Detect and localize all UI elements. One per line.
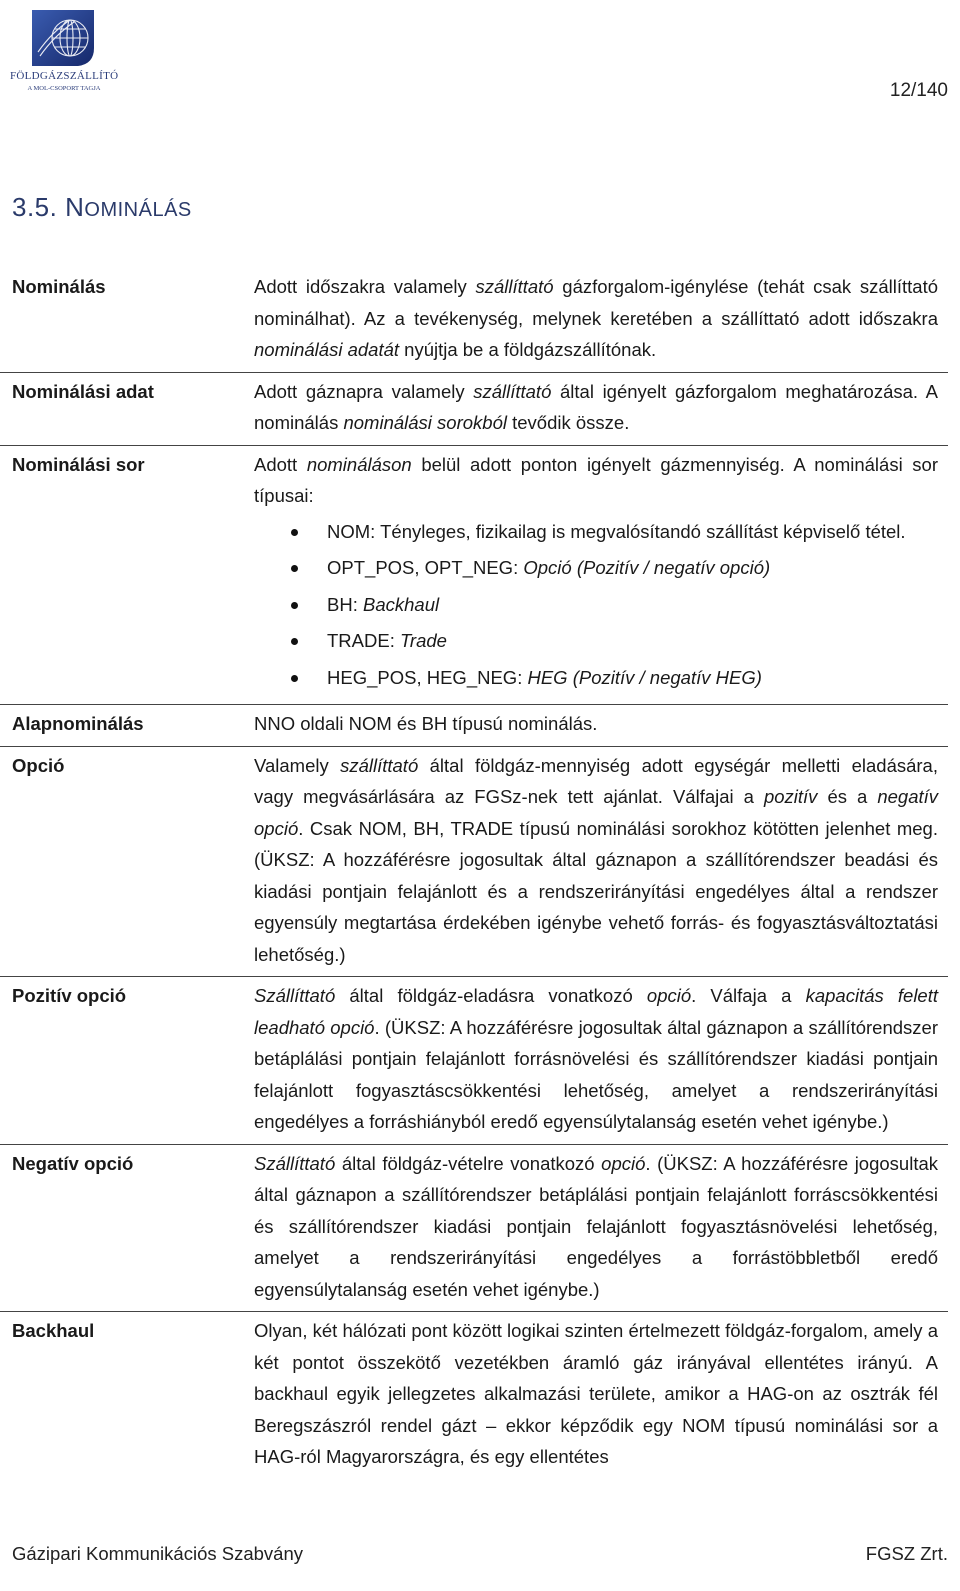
section-title: [12, 192, 192, 223]
list-item: TRADE: Trade: [327, 625, 938, 657]
definition: Valamely szállíttató által földgáz-mennyiség adott egységár melletti eladására, vagy megvásárlására az FGSz-nek tett ajánlat. Válfajai a pozitív és a negatív opció. Csak NOM, BH, TRADE típusú nominálási sorokhoz kötötten jelenhet meg. (ÜKSZ: A hozzáférésre jogosultak által gáznapon a szállítórendszer beadási és kiadási pontjain felajánlott és a rendszerirányítási engedélyes által a rendszer egyensúly megtartása érdekében igénybe vehető forrás- és fogyasztásváltoztatási lehetőség.): [254, 754, 939, 965]
glossary-row-pozitiv-opcio: [0, 977, 948, 1145]
nomination-type-list: [254, 516, 938, 694]
glossary-row-nominalas: [0, 268, 948, 373]
term: Nominálási sor: [12, 453, 145, 475]
definition: Szállíttató által földgáz-vételre vonatkozó opció. (ÜKSZ: A hozzáférésre jogosultak által gáznapon a szállítórendszer betáplálási pontjain felajánlott forráscsökkentési és szállítórendszer kiadási pontjain felajánlott fogyasztásnövelési lehetőség, amelyet a rendszerirányítási engedélyes a forrástöbbletből eredő egyensúlytalanság esetén vehet igénybe.): [254, 1152, 938, 1300]
definition: NNO oldali NOM és BH típusú nominálás.: [254, 713, 598, 734]
company-logo: [10, 8, 118, 100]
glossary-row-alapnominalas: [0, 705, 948, 747]
page-number: 12/140: [889, 80, 948, 101]
term: Opció: [12, 754, 65, 776]
glossary-row-opcio: [0, 747, 948, 978]
section-title-rest: OMINÁLÁS: [84, 199, 192, 221]
definition: Olyan, két hálózati pont között logikai szinten értelmezett földgáz-forgalom, amely a két pontot összekötő vezetékben áramló gáz irányával ellentétes irányú. A backhaul egyik jellegzetes alkalmazási területe, amikor a HAG-on az osztrák fél Beregszászról rendel gázt – ekkor képződik egy NOM típusú nominálási sor a HAG-ról Magyarországra, és egy ellentétes: [254, 1320, 938, 1467]
term: Backhaul: [12, 1320, 95, 1341]
logo-subtitle: A MOL-CSOPORT TAGJA: [27, 85, 101, 92]
glossary-table: [0, 268, 948, 1479]
definition: Adott gáznapra valamely szállíttató által igényelt gázforgalom meghatározása. A nominálás nominálási sorokból tevődik össze.: [254, 380, 938, 433]
section-title-first: N: [65, 192, 85, 222]
definition: Adott időszakra valamely szállíttató gázforgalom-igénylése (tehát csak szállíttató nominálhat). Az a tevékenység, melynek keretében a szállíttató adott időszakra nominálási adatát nyújtja be a földgázszállítónak.: [254, 276, 938, 360]
term: Pozitív opció: [12, 985, 127, 1006]
section-number: 3.5.: [12, 192, 58, 222]
list-item: BH: Backhaul: [327, 589, 938, 621]
glossary-row-backhaul: [0, 1312, 948, 1479]
list-item: HEG_POS, HEG_NEG: HEG (Pozitív / negatív HEG): [327, 662, 938, 694]
glossary-row-nominalasi-sor: [0, 446, 948, 706]
term: Nominálás: [12, 276, 106, 297]
list-item: NOM: Tényleges, fizikailag is megvalósítandó szállítást képviselő tétel.: [327, 516, 938, 548]
definition: Szállíttató által földgáz-eladásra vonatkozó opció. Válfaja a kapacitás felett leadható opció. (ÜKSZ: A hozzáférésre jogosultak által gáznapon a szállítórendszer betáplálási pontjain felajánlott forrásnövelési és szállítórendszer kiadási pontjain felajánlott fogyasztáscsökkentési lehetőség, amelyet a rendszerirányítási engedélyes a forráshiányból eredő egyensúlytalanság esetén vehet igénybe.): [254, 985, 939, 1132]
definition: Adott nomináláson belül adott ponton igényelt gázmennyiség. A nominálási sor típusai: NOM: Tényleges, fizikailag is megvalósítandó szállítást képviselő tétel. OPT_POS, OPT_NEG: Opció (Pozitív / negatív opció) BH: Backhaul TRADE: Trade HEG_POS, HEG_NEG: HEG (Pozitív / negatív HEG): [254, 449, 938, 694]
term: Nominálási adat: [12, 380, 154, 402]
glossary-row-negativ-opcio: [0, 1145, 948, 1313]
footer-document-title: Gázipari Kommunikációs Szabvány: [12, 1543, 303, 1564]
term: Negatív opció: [12, 1152, 134, 1174]
term: Alapnominálás: [12, 713, 144, 734]
list-item: OPT_POS, OPT_NEG: Opció (Pozitív / negatív opció): [327, 552, 938, 584]
footer-company: FGSZ Zrt.: [865, 1543, 948, 1564]
logo-name: FÖLDGÁZSZÁLLÍTÓ: [10, 70, 119, 82]
glossary-row-nominalasi-adat: [0, 373, 948, 446]
globe-logo-icon: [10, 8, 118, 70]
